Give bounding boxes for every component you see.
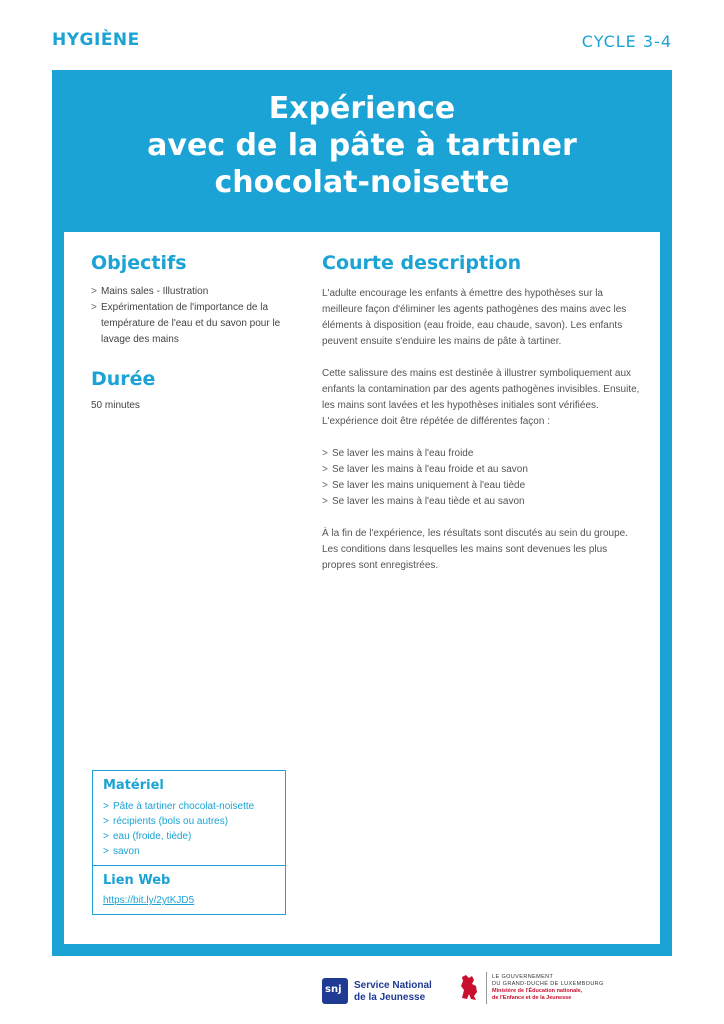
gov-wordmark <box>492 974 604 1002</box>
gov-line-4: de l'Enfance et de la Jeunesse <box>492 995 572 1001</box>
snj-mark-text: snj <box>325 984 342 995</box>
gov-line-1: LE GOUVERNEMENT <box>492 974 554 980</box>
description-paragraph-2: Cette salissure des mains est destinée à illustrer symboliquement aux enfants la contamination par des agents pathogènes invisibles. Ensuite, les mains sont lavées et les hypothèses initiales sont vérifiées. L'expérience doit être répétée de différentes façon : <box>322 368 640 427</box>
snj-line-2: de la Jeunesse <box>354 992 426 1003</box>
lien-web-section <box>93 865 285 914</box>
snj-wordmark <box>354 980 432 1004</box>
snj-line-1: Service National <box>354 980 432 991</box>
materiel-box <box>92 770 286 915</box>
list-item: > Pâte à tartiner chocolat-noisette <box>103 799 275 814</box>
snj-logo <box>322 978 432 1010</box>
list-item: > eau (froide, tiède) <box>103 829 275 844</box>
lien-web-heading: Lien Web <box>103 873 171 888</box>
red-lion-icon <box>458 972 480 1002</box>
card-frame <box>52 70 672 956</box>
description-paragraph-1: L'adulte encourage les enfants à émettre des hypothèses sur la meilleure façon d'éliminer les agents pathogènes des mains avec les éléments à disposition (eau froide, eau chaude, savon). Les enfants peuvent ensuite s'enduire les mains de pâte à tartiner. <box>322 288 627 347</box>
list-item: > Expérimentation de l'importance de la température de l'eau et du savon pour le lavage des mains <box>91 300 291 348</box>
snj-mark-icon <box>322 978 348 1004</box>
right-column <box>322 250 642 574</box>
list-item: > Mains sales - Illustration <box>91 284 291 300</box>
duree-section <box>91 366 291 414</box>
duree-heading: Durée <box>91 368 156 390</box>
steps-list <box>322 446 642 510</box>
gov-divider <box>486 972 487 1004</box>
objectifs-heading: Objectifs <box>91 252 187 274</box>
materiel-heading: Matériel <box>103 778 164 793</box>
government-logo <box>458 972 608 1012</box>
page-title <box>52 90 672 201</box>
duree-value: 50 minutes <box>91 400 140 411</box>
content-panel <box>64 232 660 944</box>
left-column <box>91 250 291 414</box>
title-line-3: chocolat-noisette <box>214 165 510 200</box>
description-heading: Courte description <box>322 252 522 274</box>
web-link[interactable]: https://bit.ly/2ytKJD5 <box>103 895 195 906</box>
description-paragraph-3: À la fin de l'expérience, les résultats sont discutés au sein du groupe. Les conditions dans lesquelles les mains sont devenues les plus propres sont enregistrées. <box>322 528 628 571</box>
cycle-label: CYCLE 3-4 <box>581 32 672 51</box>
title-line-2: avec de la pâte à tartiner <box>147 128 577 163</box>
list-item: > savon <box>103 844 275 859</box>
list-item: > Se laver les mains à l'eau tiède et au savon <box>322 494 642 510</box>
materiel-section <box>93 771 285 865</box>
materiel-list <box>103 799 275 859</box>
footer <box>0 966 724 1024</box>
gov-line-3: Ministère de l'Éducation nationale, <box>492 988 583 994</box>
list-item: > Se laver les mains à l'eau froide <box>322 446 642 462</box>
objectifs-list <box>91 284 291 348</box>
list-item: > Se laver les mains à l'eau froide et au savon <box>322 462 642 478</box>
category-label: HYGIÈNE <box>52 30 140 50</box>
list-item: > Se laver les mains uniquement à l'eau tiède <box>322 478 642 494</box>
title-line-1: Expérience <box>268 91 456 126</box>
list-item: > récipients (bols ou autres) <box>103 814 275 829</box>
gov-line-2: DU GRAND-DUCHÉ DE LUXEMBOURG <box>492 981 604 987</box>
